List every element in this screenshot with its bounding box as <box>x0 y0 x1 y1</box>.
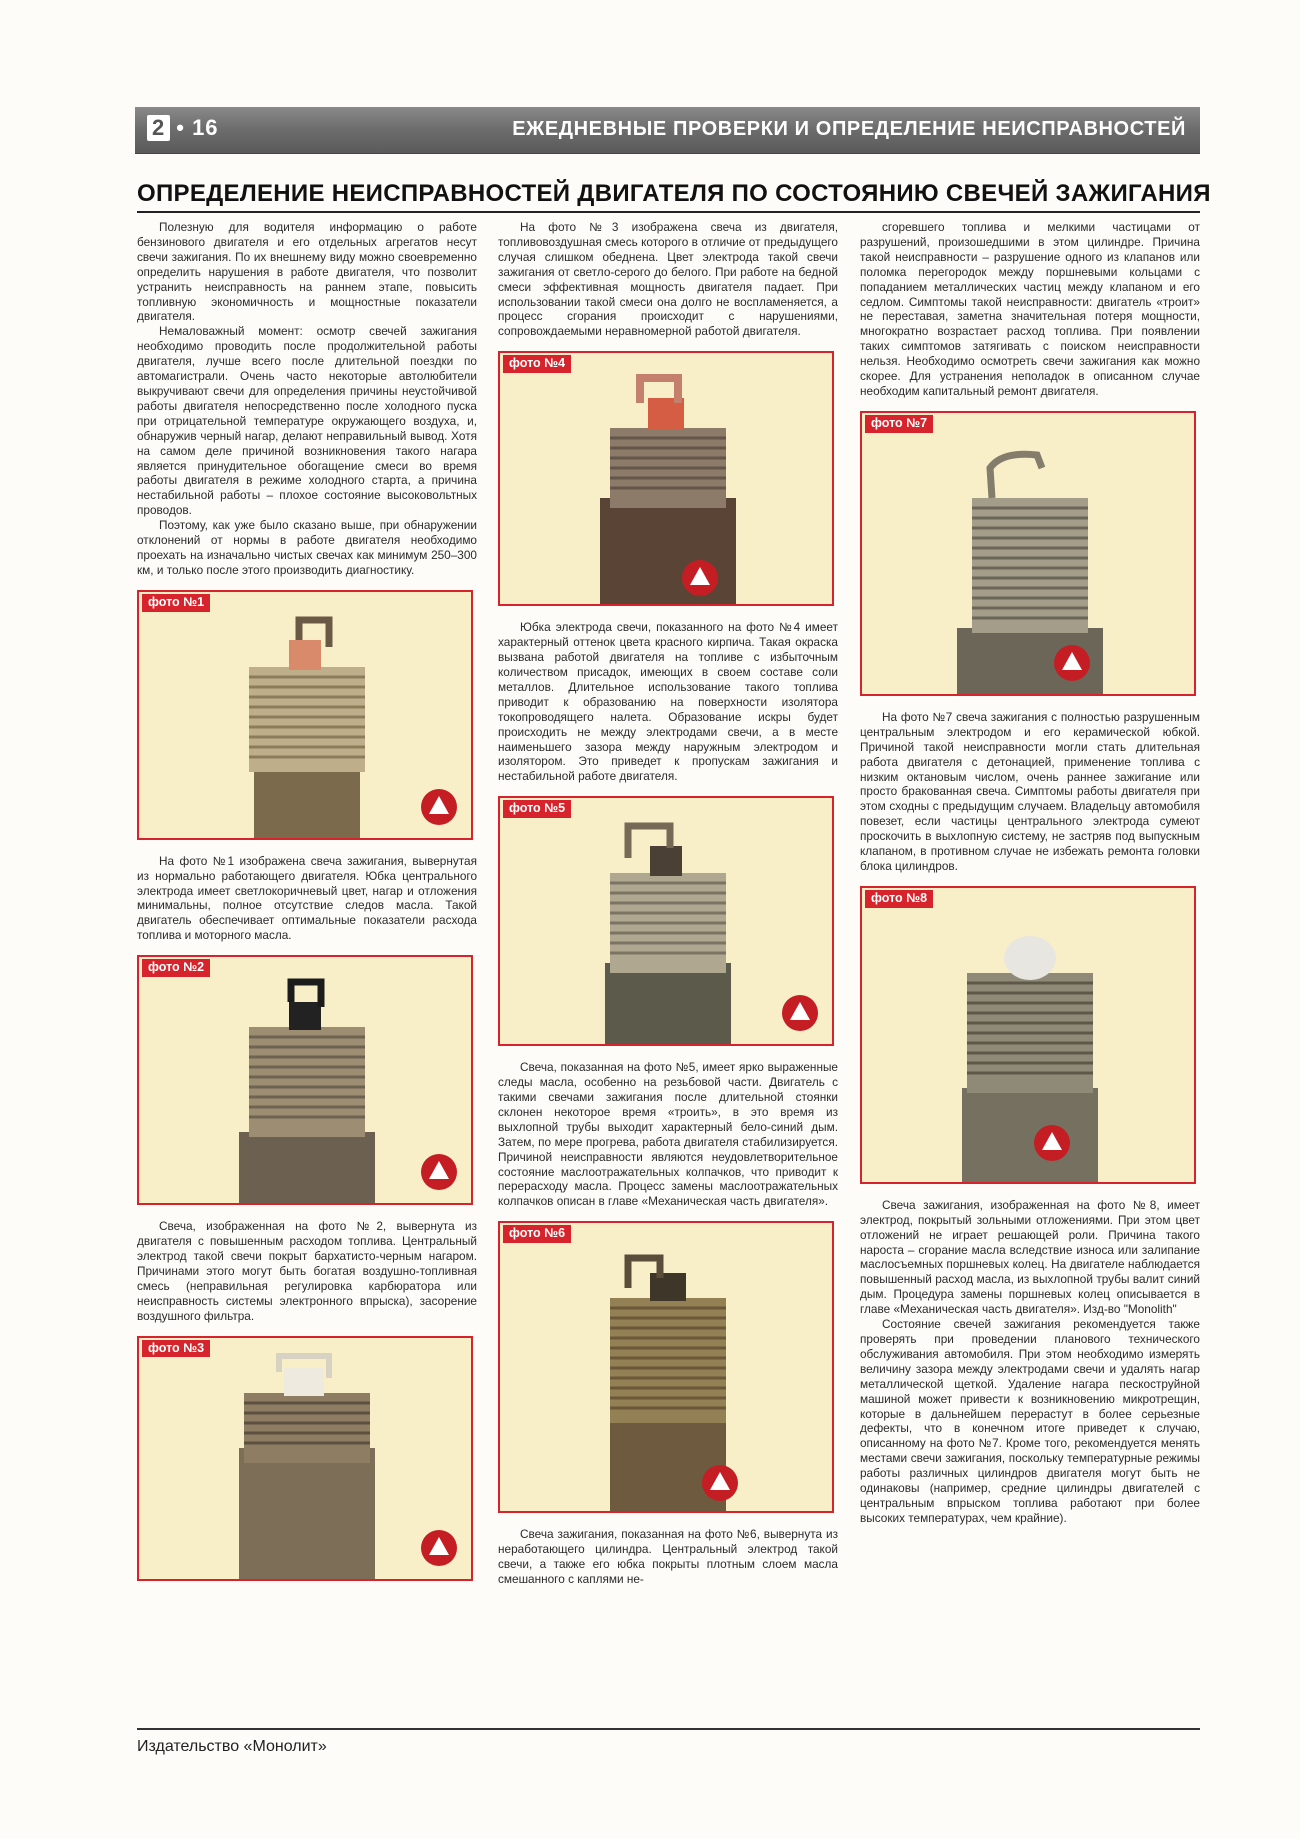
spark-plug-image <box>500 353 834 606</box>
paragraph: Свеча зажигания, показанная на фото №6, вывернута из неработающего цилиндра. Центральный электрод такой свечи, а также его юбка покрыты плотным слоем масла смешанного с каплями не- <box>498 1527 838 1586</box>
photo-1 <box>137 590 473 840</box>
paragraph: Состояние свечей зажигания рекомендуется также проверять при проведении планового технического обслуживания автомобиля. При этом необходимо измерять величину зазора между электродами свечи и удалять нагар металлической щеткой. Удаление нагара пескоструйной машиной может привести к возникновению микротрещин, которые в дальнейшем перерастут в более серьезные дефекты, что в конечном итоге приведет к случаю, описанному на фото №7. Кроме того, рекомендуется менять местами свечи зажигания, поскольку температурные режимы работы различных цилиндров двигателя могут быть не одинаковы (например, средние цилиндры двигателей с центральным впрыском топлива работают при более высоких температурах, чем крайние). <box>860 1317 1200 1525</box>
spark-plug-image <box>139 1338 473 1581</box>
photo-5 <box>498 796 834 1046</box>
paragraph: Поэтому, как уже было сказано выше, при обнаружении отклонений от нормы в работе двигателя необходимо проехать на изначально чистых свечах как минимум 250–300 км, и только после этого производить диагностику. <box>137 518 477 577</box>
photo-label: фото №6 <box>503 1225 571 1243</box>
spark-plug-image <box>139 592 473 840</box>
title-divider <box>137 211 1200 213</box>
spark-plug-image <box>862 413 1196 696</box>
photo-label: фото №5 <box>503 800 571 818</box>
paragraph: Свеча, показанная на фото №5, имеет ярко выраженные следы масла, особенно на резьбовой части. Двигатель с такими свечами зажигания после длительной стоянки склонен некоторое время «троить», в это время из выхлопной трубы выходит характерный бело-синий дым. Затем, по мере прогрева, работа двигателя стабилизируется. Причиной неисправности являются неудовлетворительное состояние маслоотражательных колпачков, что приводит к перерасходу масла. Процесс замены маслоотражательных колпачков описан в главе «Механическая часть двигателя». <box>498 1060 838 1209</box>
paragraph: Немаловажный момент: осмотр свечей зажигания необходимо проводить после продолжительной работы двигателя, лучше всего после длительной поездки по автомагистрали. Очень часто некоторые автолюбители выкручивают свечи для определения причины неустойчивой работы двигателя непосредственно после холодного пуска при отрицательной температуре окружающего воздуха, и, обнаружив черный нагар, делают неправильный вывод. Хотя на самом деле причиной возникновения такого нагара является принудительное обогащение смеси во время работы двигателя в режиме холодного старта, а причина нестабильной работы – плохое состояние высоковольтных проводов. <box>137 324 477 518</box>
publisher-credit: Издательство «Монолит» <box>137 1738 327 1755</box>
paragraph: Полезную для водителя информацию о работе бензинового двигателя и его отдельных агрегатов несут свечи зажигания. По их внешнему виду можно своевременно определить нарушения в работе двигателя, что позволит устранить неисправность на раннем этапе, повысить топливную экономичность и мощностные показатели двигателя. <box>137 220 477 324</box>
photo-label: фото №1 <box>142 594 210 612</box>
photo-8 <box>860 886 1196 1184</box>
spark-plug-image <box>500 798 834 1046</box>
text-column-1 <box>137 220 477 1595</box>
paragraph: На фото №7 свеча зажигания с полностью разрушенным центральным электродом и его керамической юбкой. Причиной такой неисправности могли стать длительная работа двигателя с детонацией, применение топлива с низким октановым числом, очень раннее зажигание или просто бракованная свеча. Симптомы работы двигателя при этом сходны с предыдущим случаем. Владельцу автомобиля повезет, если частицы центрального электрода сумеют проскочить в выхлопную систему, не застряв под выпускным клапаном, в противном случае не избежать ремонта головки блока цилиндров. <box>860 709 1200 873</box>
paragraph: На фото №3 изображена свеча из двигателя, топливовоздушная смесь которого в отличие от предыдущего случая слишком обеднена. Цвет электрода такой свечи зажигания от светло-серого до белого. При работе на бедной смеси эффективная мощность двигателя падает. При использовании такой смеси она долго не воспламеняется, а процесс сгорания происходит с нарушениями, сопровождаемыми неравномерной работой двигателя. <box>498 220 838 339</box>
photo-2 <box>137 955 473 1205</box>
paragraph: Юбка электрода свечи, показанного на фото №4 имеет характерный оттенок цвета красного кирпича. Такая окраска вызвана работой двигателя на топливе с избыточным количеством присадок, имеющих в своем составе соли металлов. Длительное использование такого топлива приводит к образованию на поверхности изолятора токопроводящего налета. Образование искры будет происходить не между электродами свечи, а в месте наименьшего зазора между наружным электродом и изолятором. Это приведет к пропускам зажигания и нестабильной работе двигателя. <box>498 620 838 784</box>
spark-plug-image <box>862 888 1196 1184</box>
text-column-3 <box>860 220 1200 1526</box>
footer-divider <box>137 1728 1200 1730</box>
photo-label: фото №2 <box>142 959 210 977</box>
spark-plug-image <box>139 957 473 1205</box>
paragraph: сгоревшего топлива и мелкими частицами от разрушений, произошедшими в этом цилиндре. Причина такой неисправности – разрушение одного из клапанов или поломка перегородок между поршневыми кольцами с попаданием металлических частиц между клапаном и его седлом. Симптомы такой неисправности: двигатель «троит» не переставая, заметна значительная потеря мощности, многократно возрастает расход топлива. При появлении таких симптомов затягивать с поиском неисправности нельзя. Необходимо осмотреть свечи зажигания как можно скорее. Для устранения неполадок в описанном случае необходим капитальный ремонт двигателя. <box>860 220 1200 398</box>
paragraph: На фото №1 изображена свеча зажигания, вывернутая из нормально работающего двигателя. Юбка центрального электрода имеет светлокоричневый цвет, нагар и отложения минимальны, полное отсутствие следов масла. Такой двигатель обеспечивает оптимальные показатели расхода топлива и моторного масла. <box>137 853 477 943</box>
photo-label: фото №4 <box>503 355 571 373</box>
photo-3 <box>137 1336 473 1581</box>
photo-7 <box>860 411 1196 696</box>
section-title: ЕЖЕДНЕВНЫЕ ПРОВЕРКИ И ОПРЕДЕЛЕНИЕ НЕИСПРАВНОСТЕЙ <box>512 118 1186 140</box>
page-number <box>147 115 219 141</box>
page-header-bar <box>135 107 1200 154</box>
paragraph: Свеча зажигания, изображенная на фото №8, имеет электрод, покрытый зольными отложениями. При этом цвет отложений не играет решающей роли. Причина такого нароста – сгорание масла вследствие износа или залипание маслосъемных поршневых колец. На двигателе наблюдается повышенный расход масла, из выхлопной трубы валит синий дым. Процедура замены поршневых колец описывается в главе «Механическая часть двигателя». Изд-во "Monolith" <box>860 1197 1200 1317</box>
photo-6 <box>498 1221 834 1513</box>
article-title: ОПРЕДЕЛЕНИЕ НЕИСПРАВНОСТЕЙ ДВИГАТЕЛЯ ПО СОСТОЯНИЮ СВЕЧЕЙ ЗАЖИГАНИЯ <box>137 180 1211 207</box>
photo-label: фото №3 <box>142 1340 210 1358</box>
photo-4 <box>498 351 834 606</box>
text-column-2 <box>498 220 838 1587</box>
spark-plug-image <box>500 1223 834 1513</box>
page-number-chapter: 2 <box>147 115 170 141</box>
photo-label: фото №8 <box>865 890 933 908</box>
page-number-sub: • 16 <box>176 115 219 140</box>
paragraph: Свеча, изображенная на фото №2, вывернута из двигателя с повышенным расходом топлива. Центральный электрод такой свечи покрыт бархатисто-черным нагаром. Причинами этого могут быть богатая воздушно-топливная смесь (неправильная регулировка карбюратора или неисправность системы электронного впрыска), засорение воздушного фильтра. <box>137 1219 477 1323</box>
photo-label: фото №7 <box>865 415 933 433</box>
